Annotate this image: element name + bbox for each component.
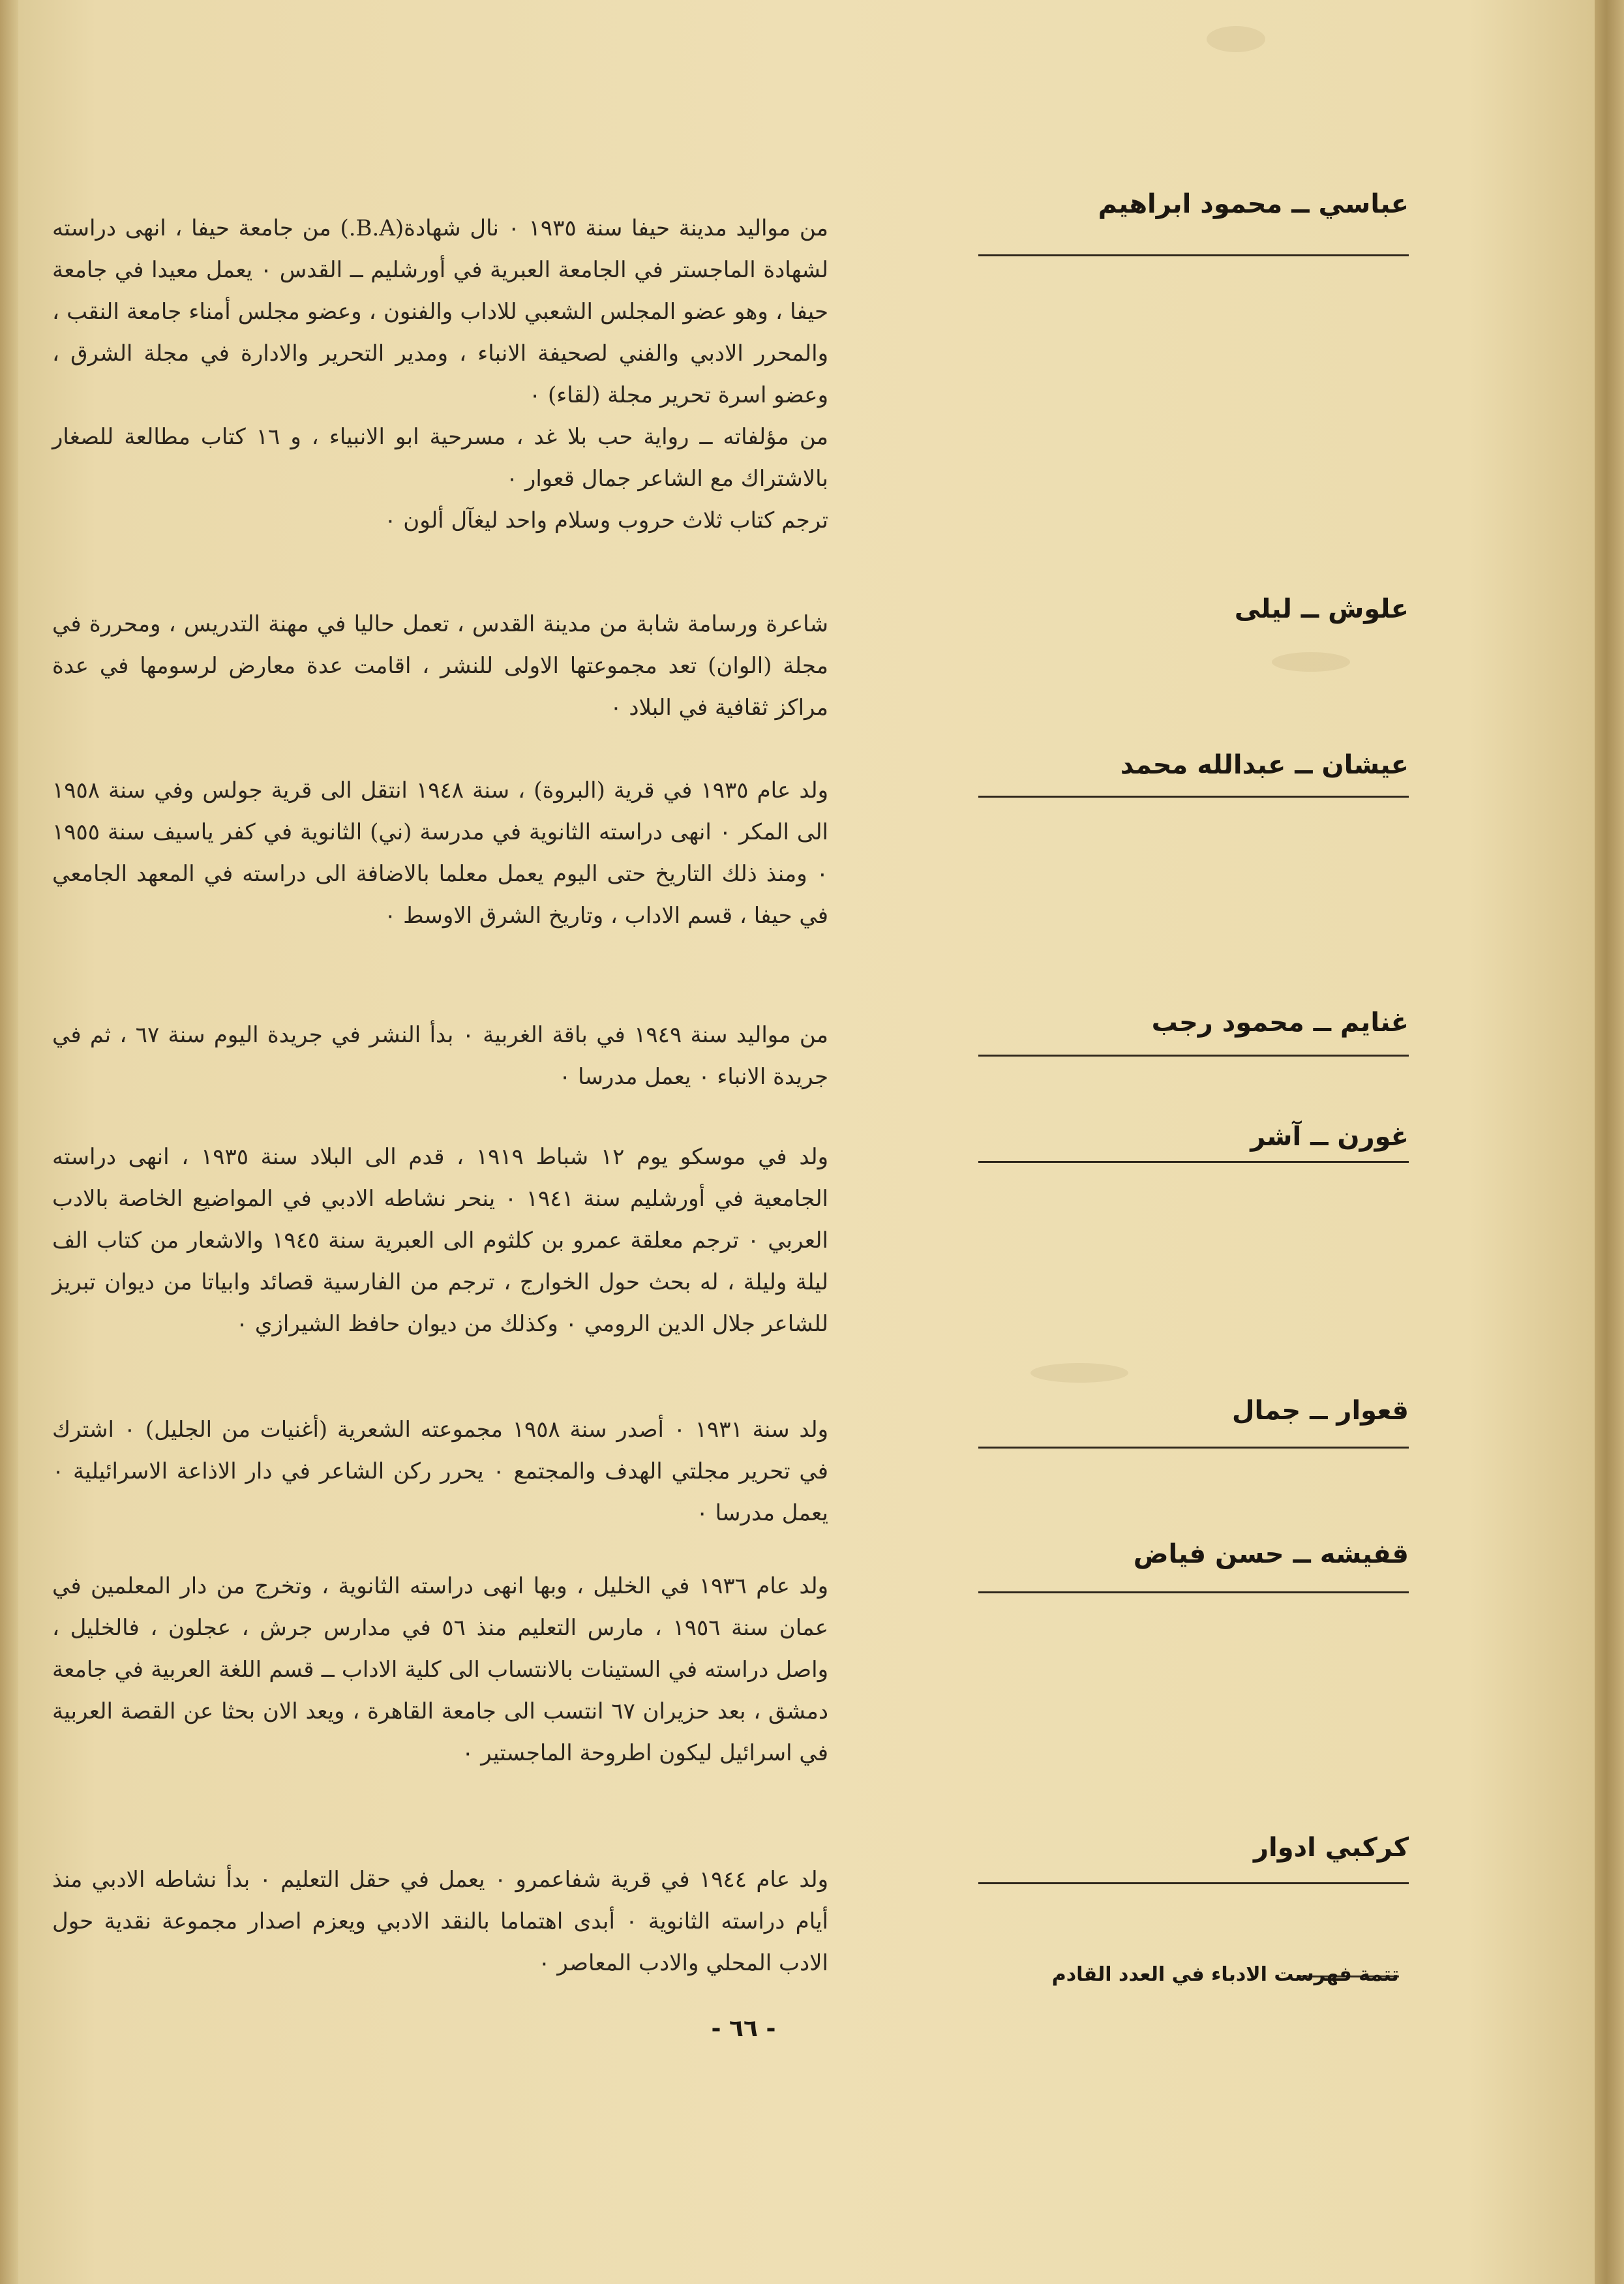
author-entry — [52, 1539, 1409, 1839]
bio-paragraph: شاعرة ورسامة شابة من مدينة القدس ، تعمل حاليا في مهنة التدريس ، ومحررة في مجلة (الوان) تعد مجموعتها الاولى للنشر ، اقامت عدة معارض لرسومها في عدة مراكز ثقافية في البلاد ٠ — [52, 611, 828, 721]
name-underline — [978, 1161, 1409, 1163]
page-number: - ٦٦ - — [711, 2015, 776, 2042]
author-name: غنايم ــ محمود رجب — [1151, 1008, 1409, 1038]
bio-paragraph: ولد عام ١٩٤٤ في قرية شفاعمرو ٠ يعمل في حقل التعليم ٠ بدأ نشاطه الادبي منذ أيام دراسته الثانوية ٠ أبدى اهتماما بالنقد الادبي ويعزم اصدار مجموعة نقدية حول الادب المحلي والادب المعاصر ٠ — [52, 1867, 829, 1976]
page-binding-shadow — [0, 0, 18, 2284]
bio-paragraph: ولد عام ١٩٣٥ في قرية (البروة) ، سنة ١٩٤٨ انتقل الى قرية جولس وفي سنة ١٩٥٨ الى المكر ٠ انهى دراسته الثانوية في مدرسة (ني) الثانوية في كفر ياسيف سنة ١٩٥٥ ٠ ومنذ ذلك التاريخ حتى اليوم يعمل معلما بالاضافة الى دراسته في المعهد الجامعي في حيفا ، قسم الاداب ، وتاريخ الشرق الاوسط ٠ — [52, 777, 828, 929]
author-name: قفيشه ــ حسن فياض — [1133, 1539, 1409, 1569]
bio-paragraph: من مواليد سنة ١٩٤٩ في باقة الغربية ٠ بدأ النشر في جريدة اليوم سنة ٦٧ ، ثم في جريدة الانباء ٠ يعمل مدرسا ٠ — [52, 1022, 828, 1090]
bio-paragraph: ترجم كتاب ثلاث حروب وسلام واحد ليغآل ألون ٠ — [384, 507, 828, 533]
author-entry — [52, 750, 1409, 998]
name-underline — [978, 1882, 1409, 1884]
page-edge — [1595, 0, 1624, 2284]
name-underline — [978, 254, 1409, 256]
author-name: قعوار ــ جمال — [1231, 1396, 1409, 1426]
author-entry — [52, 1396, 1409, 1552]
author-bio — [52, 770, 828, 937]
author-bio — [52, 1136, 828, 1345]
bio-paragraph: ولد سنة ١٩٣١ ٠ أصدر سنة ١٩٥٨ مجموعته الشعرية (أغنيات من الجليل) ٠ اشترك في تحرير مجلتي الهدف والمجتمع ٠ يحرر ركن الشاعر في دار الاذاعة الاسرائيلية ٠ يعمل مدرسا ٠ — [52, 1417, 829, 1526]
author-bio — [52, 207, 828, 541]
author-name: عباسي ــ محمود ابراهيم — [1098, 189, 1409, 219]
name-underline — [978, 1055, 1409, 1057]
author-bio — [52, 1859, 828, 1984]
author-bio — [52, 1409, 828, 1534]
bio-paragraph: من مواليد مدينة حيفا سنة ١٩٣٥ ٠ نال شهادة(B.A.) من جامعة حيفا ، انهى دراسته لشهادة الماجستر في الجامعة العبرية في أورشليم ــ القدس ٠ يعمل معيدا في جامعة حيفا ، وهو عضو المجلس الشعبي للاداب والفنون ، وعضو مجلس أمناء جامعة النقب ، والمحرر الادبي والفني لصحيفة الانباء ، ومدير التحرير والادارة في مجلة الشرق ، وعضو اسرة تحرير مجلة (لقاء) ٠ — [52, 215, 828, 408]
name-underline — [978, 1591, 1409, 1593]
author-entry — [52, 189, 1409, 580]
author-entry — [52, 1122, 1409, 1396]
bio-paragraph: ولد عام ١٩٣٦ في الخليل ، وبها انهى دراسته الثانوية ، وتخرج من دار المعلمين في عمان سنة ١٩٥٦ ، مارس التعليم منذ ٥٦ في مدارس جرش ، عجلون ، فالخليل ، واصل دراسته في الستينات بالانتساب الى كلية الاداب ــ قسم اللغة العربية في جامعة دمشق ، بعد حزيران ٦٧ انتسب الى جامعة القاهرة ، ويعد الان بحثا عن القصة العربية في اسرائيل ليكون اطروحة الماجستير ٠ — [52, 1573, 829, 1766]
author-name: غورن ــ آشر — [1250, 1122, 1409, 1152]
bio-paragraph: ولد في موسكو يوم ١٢ شباط ١٩١٩ ، قدم الى البلاد سنة ١٩٣٥ ، انهى دراسته الجامعية في أورشليم سنة ١٩٤١ ٠ ينحر نشاطه الادبي في المواضيع الخاصة بالادب العربي ٠ ترجم معلقة عمرو بن كلثوم الى العبرية سنة ١٩٤٥ والاشعار من كتاب الف ليلة وليلة ، له بحث حول الخوارج ، ترجم من الفارسية قصائد وابياتا من ديوان تبريز للشاعر جلال الدين الرومي ٠ وكذلك من ديوان حافظ الشيرازي ٠ — [52, 1144, 829, 1337]
name-underline — [978, 1447, 1409, 1449]
author-bio — [52, 1014, 828, 1098]
bio-paragraph: من مؤلفاته ــ رواية حب بلا غد ، مسرحية ابو الانبياء ، و ١٦ كتاب مطالعة للصغار بالاشتراك مع الشاعر جمال قعوار ٠ — [52, 424, 828, 492]
author-entry — [52, 1008, 1409, 1105]
paper-stain — [1207, 26, 1265, 52]
author-name: علوش ــ ليلى — [1234, 594, 1409, 624]
name-underline — [978, 796, 1409, 798]
author-name: عيشان ــ عبدالله محمد — [1120, 750, 1409, 780]
author-entry — [52, 590, 1409, 753]
author-bio — [52, 1565, 828, 1774]
continuation-footnote: تتمة فهرست الادباء في العدد القادم — [1051, 1963, 1399, 1986]
author-name: كركبي ادوار — [1254, 1833, 1409, 1863]
author-bio — [52, 603, 828, 729]
